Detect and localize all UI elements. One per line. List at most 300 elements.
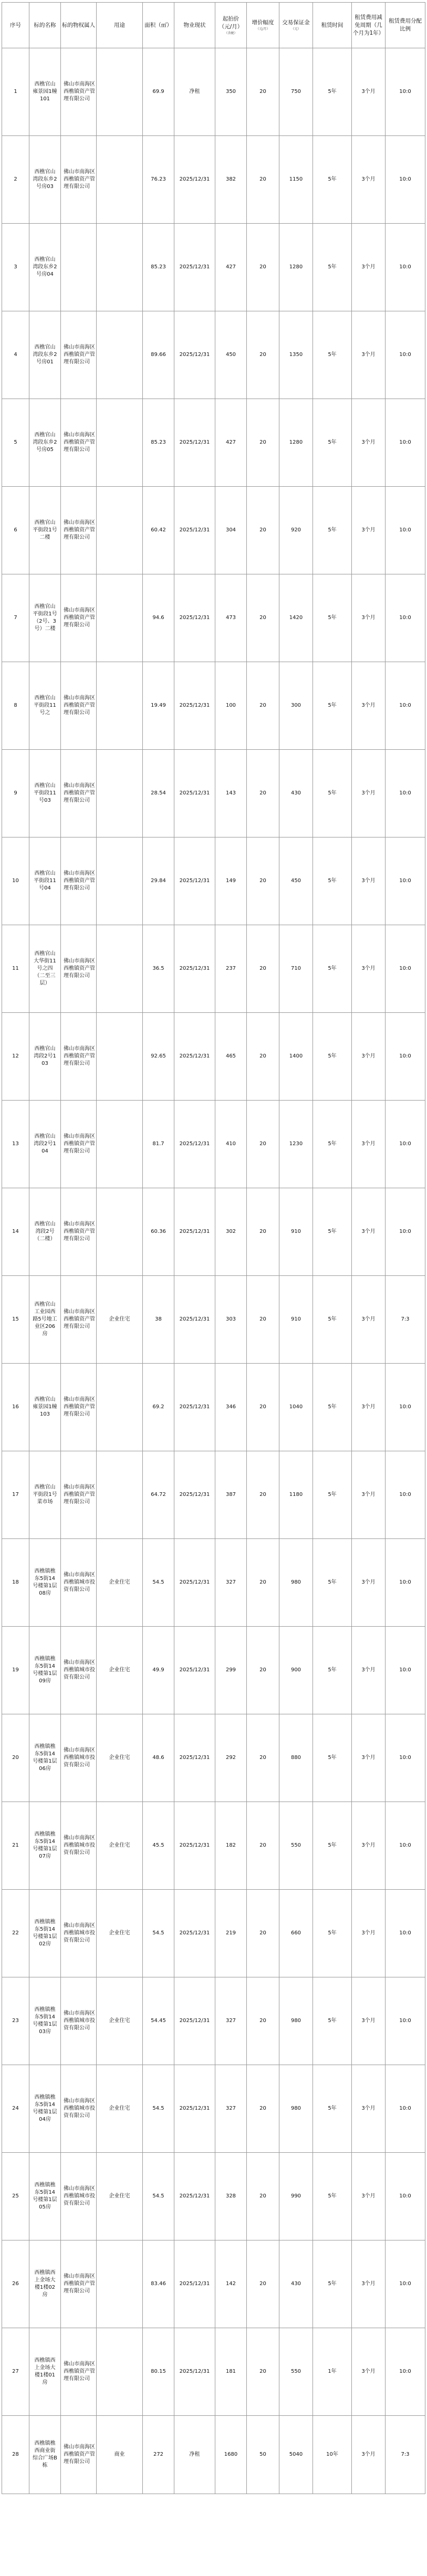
cell-free-period: 3个月 [352,1276,386,1364]
table-row [2,750,425,837]
cell-area: 69.9 [143,48,174,136]
header-use: 用途 [97,3,143,48]
table-row [2,1188,425,1276]
cell-deposit: 1150 [279,136,313,224]
cell-name: 西樵官山湾段2号（二楼） [29,1188,61,1276]
cell-increment: 20 [247,574,279,662]
table-row [2,2328,425,2416]
table-row [2,1977,425,2065]
cell-term: 5年 [313,2153,352,2240]
cell-ratio: 10:0 [386,224,425,311]
table-header-row [2,3,425,48]
cell-increment: 20 [247,1977,279,2065]
cell-no: 1 [2,48,29,136]
cell-deposit: 430 [279,2240,313,2328]
cell-name: 西樵官山平街段1号（2号、3号）二楼 [29,574,61,662]
cell-ratio: 10:0 [386,1802,425,1890]
table-row [2,1890,425,1977]
cell-status: 2025/12/31 [174,1276,215,1364]
header-price-note: （含税） [224,31,237,35]
cell-status: 2025/12/31 [174,1188,215,1276]
cell-use [97,925,143,1013]
cell-term: 5年 [313,750,352,837]
cell-status: 2025/12/31 [174,925,215,1013]
cell-owner: 佛山市南海区西樵镇城市投资有限公司 [61,1890,97,1977]
cell-deposit: 980 [279,2065,313,2153]
cell-increment: 20 [247,837,279,925]
cell-deposit: 1280 [279,399,313,487]
cell-ratio: 10:0 [386,1451,425,1539]
cell-deposit: 550 [279,1802,313,1890]
cell-owner: 佛山市南海区西樵镇资产管理有限公司 [61,1364,97,1451]
cell-area: 54.5 [143,1539,174,1627]
cell-name: 西樵官山雍景园1幢101 [29,48,61,136]
cell-area: 69.2 [143,1364,174,1451]
cell-no: 5 [2,399,29,487]
cell-use: 企业住宅 [97,1890,143,1977]
cell-increment: 20 [247,311,279,399]
table-row [2,837,425,925]
cell-status: 2025/12/31 [174,1364,215,1451]
cell-owner: 佛山市南海区西樵镇资产管理有限公司 [61,574,97,662]
cell-increment: 20 [247,2240,279,2328]
cell-ratio: 10:0 [386,399,425,487]
table-row [2,487,425,574]
cell-name: 西樵镇樵东5街14号楼第1层04房 [29,2065,61,2153]
table-row [2,925,425,1013]
cell-free-period: 3个月 [352,925,386,1013]
cell-status: 2025/12/31 [174,1890,215,1977]
cell-status: 2025/12/31 [174,487,215,574]
table-row [2,574,425,662]
table-row [2,1451,425,1539]
cell-price: 410 [215,1101,247,1188]
table-row [2,662,425,750]
cell-use [97,1188,143,1276]
cell-area: 54.45 [143,1977,174,2065]
cell-price: 149 [215,837,247,925]
cell-deposit: 450 [279,837,313,925]
cell-no: 12 [2,1013,29,1101]
cell-term: 5年 [313,1977,352,2065]
cell-price: 427 [215,399,247,487]
cell-price: 382 [215,136,247,224]
cell-owner: 佛山市南海区西樵镇资产管理有限公司 [61,136,97,224]
cell-owner: 佛山市南海区西樵镇资产管理有限公司 [61,2240,97,2328]
cell-no: 22 [2,1890,29,1977]
header-deposit [279,3,313,48]
cell-name: 西樵官山湾段东乡2号房05 [29,399,61,487]
cell-increment: 20 [247,1364,279,1451]
cell-price: 142 [215,2240,247,2328]
cell-ratio: 10:0 [386,662,425,750]
cell-area: 64.72 [143,1451,174,1539]
cell-area: 60.36 [143,1188,174,1276]
cell-free-period: 3个月 [352,2240,386,2328]
cell-no: 23 [2,1977,29,2065]
cell-deposit: 900 [279,1627,313,1714]
cell-owner: 佛山市南海区西樵镇资产管理有限公司 [61,1101,97,1188]
cell-deposit: 910 [279,1276,313,1364]
cell-owner: 佛山市南海区西樵镇城市投资有限公司 [61,2065,97,2153]
cell-no: 3 [2,224,29,311]
cell-term: 5年 [313,311,352,399]
cell-no: 15 [2,1276,29,1364]
cell-no: 21 [2,1802,29,1890]
header-increment-note: （元/月） [256,27,270,31]
cell-area: 85.23 [143,399,174,487]
cell-status: 2025/12/31 [174,662,215,750]
cell-ratio: 10:0 [386,1714,425,1802]
cell-owner: 佛山市南海区西樵镇资产管理有限公司 [61,750,97,837]
cell-owner: 佛山市南海区西樵镇城市投资有限公司 [61,1977,97,2065]
cell-deposit: 910 [279,1188,313,1276]
cell-name: 西樵官山平街段1号菜市场 [29,1451,61,1539]
header-term: 租赁时间 [313,3,352,48]
cell-free-period: 3个月 [352,1451,386,1539]
cell-name: 西樵镇樵东5街14号楼第1层08房 [29,1539,61,1627]
cell-free-period: 3个月 [352,136,386,224]
cell-increment: 20 [247,1451,279,1539]
cell-use [97,837,143,925]
cell-increment: 20 [247,224,279,311]
header-free-period: 租赁费用减免周期（几个月为1年） [352,3,386,48]
cell-deposit: 880 [279,1714,313,1802]
cell-use [97,311,143,399]
cell-increment: 20 [247,1627,279,1714]
table-row [2,399,425,487]
cell-no: 2 [2,136,29,224]
cell-status: 2025/12/31 [174,1802,215,1890]
cell-area: 85.23 [143,224,174,311]
cell-deposit: 1040 [279,1364,313,1451]
table-row [2,2153,425,2240]
cell-free-period: 3个月 [352,750,386,837]
table-row [2,136,425,224]
cell-name: 西樵镇樵东5街14号楼第1层09房 [29,1627,61,1714]
cell-term: 5年 [313,136,352,224]
cell-term: 5年 [313,1276,352,1364]
cell-area: 80.15 [143,2328,174,2416]
cell-owner: 佛山市南海区西樵镇资产管理有限公司 [61,311,97,399]
cell-free-period: 3个月 [352,1188,386,1276]
cell-status: 2025/12/31 [174,750,215,837]
table-row [2,2416,425,2494]
table-row [2,1013,425,1101]
cell-name: 西樵官山平街段11号之 [29,662,61,750]
cell-free-period: 3个月 [352,1977,386,2065]
cell-name: 西樵官山大华街11号之四（二至三层） [29,925,61,1013]
cell-free-period: 3个月 [352,399,386,487]
cell-use: 企业住宅 [97,2065,143,2153]
cell-increment: 50 [247,2416,279,2494]
cell-ratio: 10:0 [386,1364,425,1451]
cell-use [97,224,143,311]
cell-free-period: 3个月 [352,2416,386,2494]
cell-status: 2025/12/31 [174,574,215,662]
cell-owner: 佛山市南海区西樵镇资产管理有限公司 [61,487,97,574]
cell-term: 5年 [313,399,352,487]
cell-increment: 20 [247,1013,279,1101]
cell-owner [61,224,97,311]
cell-term: 5年 [313,574,352,662]
cell-increment: 20 [247,2328,279,2416]
cell-name: 西樵官山湾段2号103 [29,1013,61,1101]
cell-owner: 佛山市南海区西樵镇资产管理有限公司 [61,1188,97,1276]
cell-term: 5年 [313,224,352,311]
cell-owner: 佛山市南海区西樵镇城市投资有限公司 [61,2153,97,2240]
cell-free-period: 3个月 [352,1890,386,1977]
cell-name: 西樵镇樵东5街14号楼第1层03房 [29,1977,61,2065]
cell-ratio: 10:0 [386,1188,425,1276]
header-price [215,3,247,48]
cell-owner: 佛山市南海区西樵镇城市投资有限公司 [61,1714,97,1802]
cell-price: 182 [215,1802,247,1890]
cell-free-period: 3个月 [352,1714,386,1802]
cell-no: 19 [2,1627,29,1714]
cell-term: 5年 [313,1013,352,1101]
cell-deposit: 660 [279,1890,313,1977]
cell-use [97,662,143,750]
cell-name: 西樵官山平街段11号04 [29,837,61,925]
cell-price: 327 [215,1977,247,2065]
cell-no: 10 [2,837,29,925]
cell-name: 西樵镇樵东5街14号楼第1层07房 [29,1802,61,1890]
cell-price: 302 [215,1188,247,1276]
cell-name: 西樵官山湾段东乡2号房01 [29,311,61,399]
cell-deposit: 1280 [279,224,313,311]
cell-ratio: 10:0 [386,750,425,837]
cell-price: 465 [215,1013,247,1101]
cell-status: 2025/12/31 [174,1451,215,1539]
table-row [2,224,425,311]
cell-status: 2025/12/31 [174,1627,215,1714]
cell-deposit: 710 [279,925,313,1013]
cell-use [97,1101,143,1188]
cell-price: 100 [215,662,247,750]
cell-area: 36.5 [143,925,174,1013]
cell-owner: 佛山市南海区西樵镇资产管理有限公司 [61,925,97,1013]
cell-use: 企业住宅 [97,1276,143,1364]
cell-price: 143 [215,750,247,837]
cell-free-period: 3个月 [352,1013,386,1101]
cell-owner: 佛山市南海区西樵镇资产管理有限公司 [61,662,97,750]
cell-owner: 佛山市南海区西樵镇资产管理有限公司 [61,2328,97,2416]
cell-area: 89.66 [143,311,174,399]
cell-name: 西樵官山湾段东乡2号房03 [29,136,61,224]
table-row [2,1539,425,1627]
cell-use: 企业住宅 [97,1714,143,1802]
cell-no: 27 [2,2328,29,2416]
cell-status: 2025/12/31 [174,1714,215,1802]
cell-price: 237 [215,925,247,1013]
table-row [2,48,425,136]
cell-increment: 20 [247,1188,279,1276]
cell-price: 303 [215,1276,247,1364]
cell-ratio: 10:0 [386,1101,425,1188]
cell-name: 西樵官山平街段11号03 [29,750,61,837]
cell-no: 18 [2,1539,29,1627]
table-row [2,2065,425,2153]
cell-use [97,136,143,224]
cell-deposit: 1350 [279,311,313,399]
cell-free-period: 3个月 [352,1364,386,1451]
cell-price: 473 [215,574,247,662]
cell-deposit: 990 [279,2153,313,2240]
table-body [2,48,425,2494]
cell-free-period: 3个月 [352,1101,386,1188]
cell-deposit: 750 [279,48,313,136]
cell-no: 9 [2,750,29,837]
cell-use: 企业住宅 [97,1539,143,1627]
cell-status: 2025/12/31 [174,136,215,224]
cell-area: 81.7 [143,1101,174,1188]
cell-status: 2025/12/31 [174,837,215,925]
cell-use: 企业住宅 [97,2153,143,2240]
cell-deposit: 980 [279,1977,313,2065]
cell-owner: 佛山市南海区西樵镇资产管理有限公司 [61,1451,97,1539]
cell-ratio: 7:3 [386,1276,425,1364]
cell-term: 5年 [313,925,352,1013]
cell-ratio: 7:3 [386,2416,425,2494]
cell-name: 西樵官山湾段2号104 [29,1101,61,1188]
cell-deposit: 430 [279,750,313,837]
cell-owner: 佛山市南海区西樵镇资产管理有限公司 [61,1013,97,1101]
cell-status: 2025/12/31 [174,311,215,399]
cell-term: 5年 [313,1364,352,1451]
table-row [2,1714,425,1802]
cell-increment: 20 [247,2153,279,2240]
cell-term: 5年 [313,1802,352,1890]
cell-deposit: 300 [279,662,313,750]
header-increment [247,3,279,48]
cell-price: 328 [215,2153,247,2240]
header-ratio: 租赁费用分配比例 [386,3,425,48]
cell-increment: 20 [247,399,279,487]
cell-status: 2025/12/31 [174,2065,215,2153]
cell-no: 26 [2,2240,29,2328]
cell-free-period: 3个月 [352,487,386,574]
cell-use [97,750,143,837]
cell-increment: 20 [247,1890,279,1977]
cell-area: 94.6 [143,574,174,662]
cell-owner: 佛山市南海区西樵镇资产管理有限公司 [61,837,97,925]
cell-status: 2025/12/31 [174,399,215,487]
cell-term: 1年 [313,2328,352,2416]
cell-status: 2025/12/31 [174,224,215,311]
cell-price: 1680 [215,2416,247,2494]
cell-no: 6 [2,487,29,574]
table-row [2,1627,425,1714]
cell-use: 企业住宅 [97,1802,143,1890]
cell-status: 2025/12/31 [174,2240,215,2328]
cell-term: 5年 [313,837,352,925]
cell-increment: 20 [247,750,279,837]
cell-deposit: 1180 [279,1451,313,1539]
cell-area: 29.84 [143,837,174,925]
cell-price: 350 [215,48,247,136]
cell-area: 92.65 [143,1013,174,1101]
cell-area: 60.42 [143,487,174,574]
cell-owner: 佛山市南海区西樵镇资产管理有限公司 [61,48,97,136]
cell-area: 19.49 [143,662,174,750]
cell-status: 净租 [174,2416,215,2494]
cell-use [97,2240,143,2328]
cell-increment: 20 [247,662,279,750]
cell-price: 304 [215,487,247,574]
cell-free-period: 3个月 [352,1539,386,1627]
cell-area: 28.54 [143,750,174,837]
cell-owner: 佛山市南海区西樵镇资产管理有限公司 [61,2416,97,2494]
header-deposit-note: （元） [291,27,301,31]
cell-ratio: 10:0 [386,1627,425,1714]
cell-name: 西樵官山工业园西路5号地工业区206房 [29,1276,61,1364]
cell-free-period: 3个月 [352,2328,386,2416]
cell-term: 5年 [313,1101,352,1188]
cell-name: 西樵官山湾段东乡2号房04 [29,224,61,311]
cell-term: 5年 [313,1451,352,1539]
cell-no: 25 [2,2153,29,2240]
cell-use [97,487,143,574]
cell-area: 48.6 [143,1714,174,1802]
cell-no: 24 [2,2065,29,2153]
header-area: 面积（㎡） [143,3,174,48]
cell-name: 西樵官山平街段1号二楼 [29,487,61,574]
header-price-label: 起拍价（元/月） [218,15,243,30]
cell-free-period: 3个月 [352,2153,386,2240]
cell-use [97,574,143,662]
cell-use: 企业住宅 [97,1977,143,2065]
cell-name: 西樵镇樵东5街14号楼第1层02房 [29,1890,61,1977]
cell-term: 5年 [313,48,352,136]
cell-no: 17 [2,1451,29,1539]
header-name: 标的名称 [29,3,61,48]
cell-name: 西樵镇樵东5街14号楼第1层05房 [29,2153,61,2240]
cell-deposit: 1400 [279,1013,313,1101]
cell-owner: 佛山市南海区西樵镇城市投资有限公司 [61,1802,97,1890]
cell-no: 8 [2,662,29,750]
cell-area: 38 [143,1276,174,1364]
header-no: 序号 [2,3,29,48]
cell-price: 292 [215,1714,247,1802]
header-status: 物业现状 [174,3,215,48]
cell-term: 5年 [313,2065,352,2153]
cell-ratio: 10:0 [386,1539,425,1627]
cell-area: 54.5 [143,2065,174,2153]
cell-deposit: 5040 [279,2416,313,2494]
cell-area: 83.46 [143,2240,174,2328]
table-row [2,2240,425,2328]
cell-no: 13 [2,1101,29,1188]
cell-increment: 20 [247,2065,279,2153]
cell-term: 5年 [313,487,352,574]
cell-use [97,48,143,136]
cell-term: 10年 [313,2416,352,2494]
cell-free-period: 3个月 [352,1802,386,1890]
cell-term: 5年 [313,2240,352,2328]
cell-deposit: 550 [279,2328,313,2416]
cell-area: 54.5 [143,1890,174,1977]
cell-price: 327 [215,1539,247,1627]
cell-ratio: 10:0 [386,487,425,574]
cell-increment: 20 [247,48,279,136]
table-row [2,1802,425,1890]
cell-price: 299 [215,1627,247,1714]
cell-free-period: 3个月 [352,1627,386,1714]
cell-increment: 20 [247,1539,279,1627]
cell-no: 7 [2,574,29,662]
cell-owner: 佛山市南海区西樵镇城市投资有限公司 [61,1539,97,1627]
